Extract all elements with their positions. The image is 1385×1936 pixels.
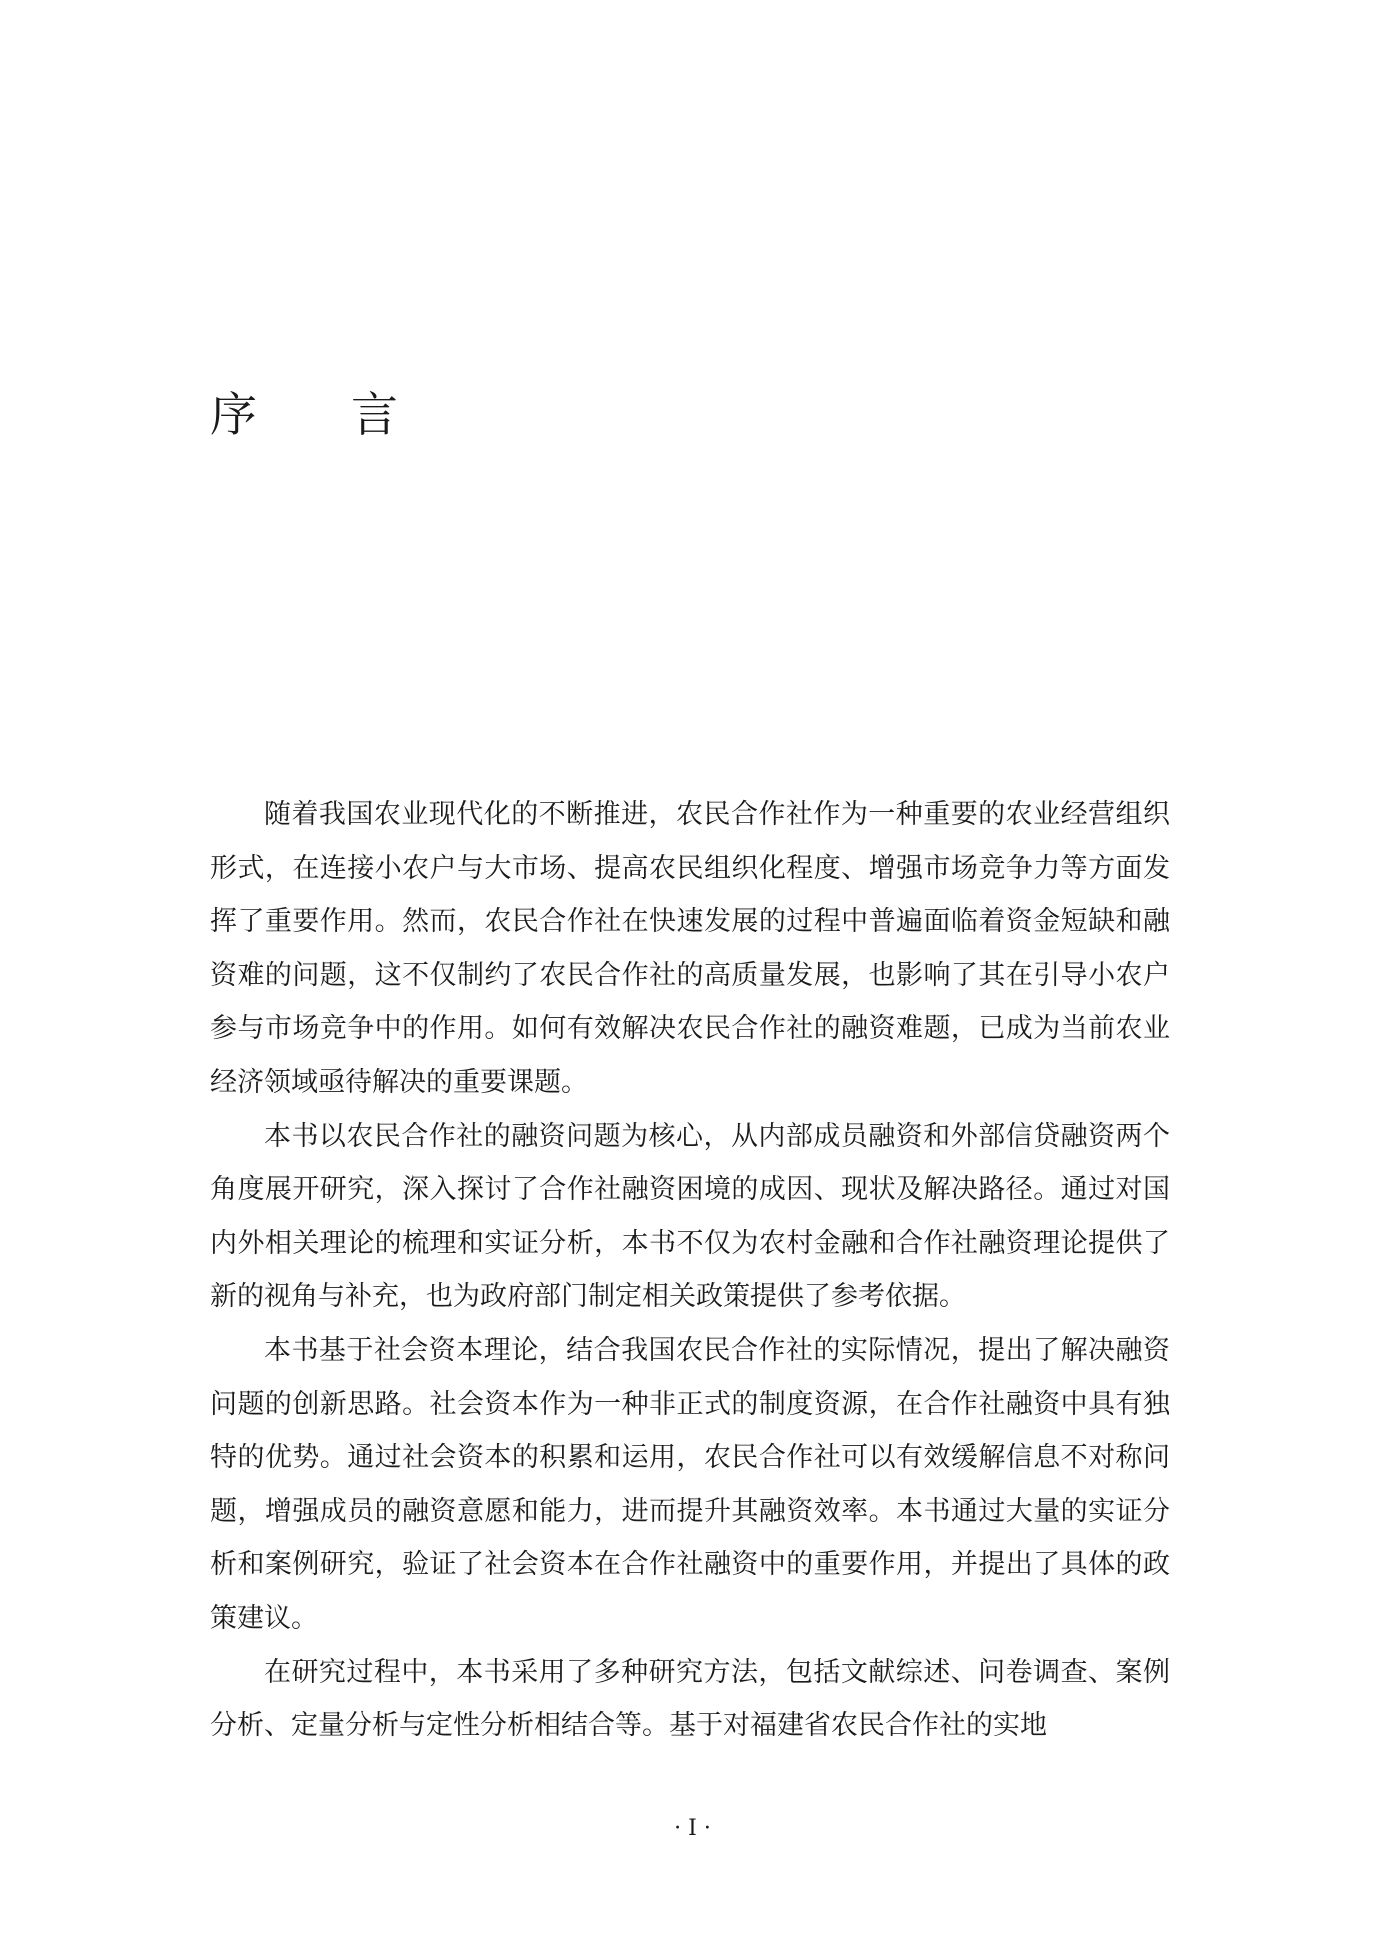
paragraph: 本书基于社会资本理论，结合我国农民合作社的实际情况，提出了解决融资问题的创新思路。社会资本作为一种非正式的制度资源，在合作社融资中具有独特的优势。通过社会资本的积累和运用，农民合作社可以有效缓解信息不对称问题，增强成员的融资意愿和能力，进而提升其融资效率。本书通过大量的实证分析和案例研究，验证了社会资本在合作社融资中的重要作用，并提出了具体的政策建议。: [210, 1334, 1170, 1634]
paragraph: 在研究过程中，本书采用了多种研究方法，包括文献综述、问卷调查、案例分析、定量分析与定性分析相结合等。基于对福建省农民合作社的实地: [210, 1656, 1170, 1742]
paragraph: 本书以农民合作社的融资问题为核心，从内部成员融资和外部信贷融资两个角度展开研究，深入探讨了合作社融资困境的成因、现状及解决路径。通过对国内外相关理论的梳理和实证分析，本书不仅为农村金融和合作社融资理论提供了新的视角与补充，也为政府部门制定相关政策提供了参考依据。: [210, 1120, 1170, 1313]
preface-title: 序 言: [210, 388, 398, 443]
page-number: · I ·: [674, 1816, 711, 1841]
preface-body: [210, 788, 1170, 1753]
paragraph: 随着我国农业现代化的不断推进，农民合作社作为一种重要的农业经营组织形式，在连接小农户与大市场、提高农民组织化程度、增强市场竞争力等方面发挥了重要作用。然而，农民合作社在快速发展的过程中普遍面临着资金短缺和融资难的问题，这不仅制约了农民合作社的高质量发展，也影响了其在引导小农户参与市场竞争中的作用。如何有效解决农民合作社的融资难题，已成为当前农业经济领域亟待解决的重要课题。: [210, 799, 1170, 1098]
